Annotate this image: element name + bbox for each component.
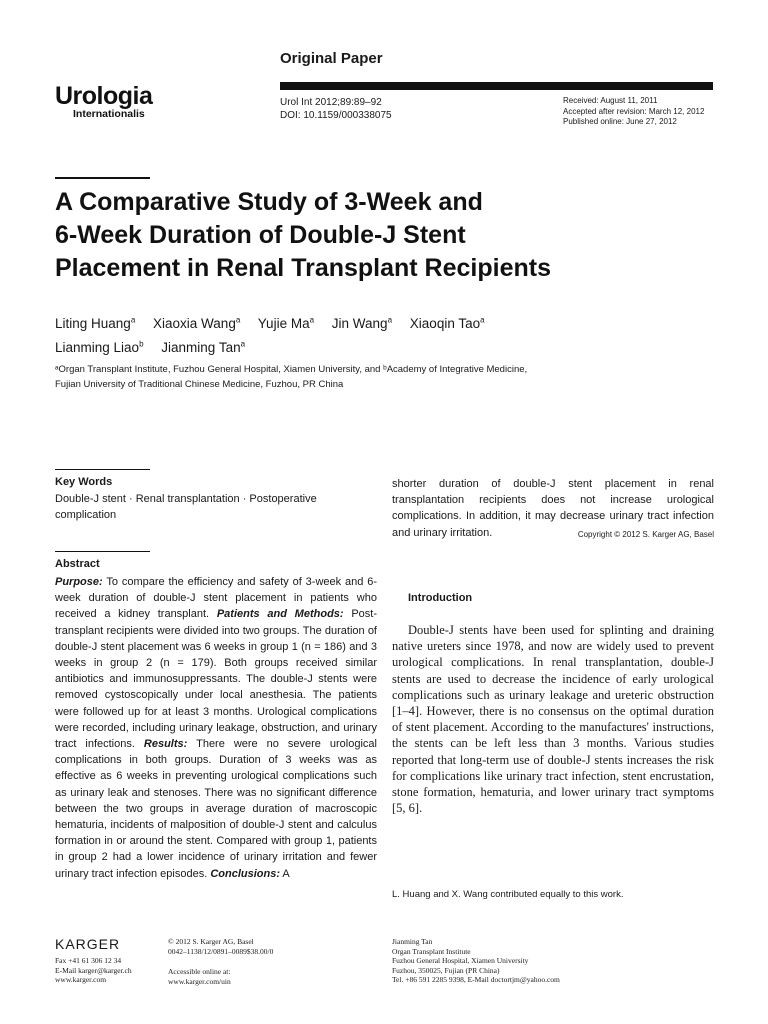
title-line: A Comparative Study of 3-Week and xyxy=(55,188,483,216)
journal-name: Urologia xyxy=(55,82,153,110)
publisher-logo: KARGER xyxy=(55,936,121,952)
online-url[interactable]: www.karger.com/uin xyxy=(168,976,231,986)
conclusions-text: A xyxy=(279,867,290,880)
keywords-text: Double-J stent · Renal transplantation · Postoperative complication xyxy=(55,493,317,521)
doi-line: DOI: 10.1159/000338075 xyxy=(280,110,392,121)
paper-title xyxy=(55,186,675,285)
header-bar xyxy=(280,82,713,90)
keywords-heading: Key Words xyxy=(55,476,113,488)
citation-line: Urol Int 2012;89:89–92 xyxy=(280,97,382,108)
conclusions-label: Conclusions: xyxy=(210,867,280,880)
author: Jin Wang$^a$ xyxy=(331,315,393,331)
copyright-line: © 2012 S. Karger AG, Basel xyxy=(168,937,254,946)
website-link[interactable]: www.karger.com xyxy=(55,975,107,984)
introduction-text: Double-J stents have been used for splinting and draining native ureters since 1978, and now are widely used to prevent urological complications. In renal transplantation, double-J stents are used to decrease the incidence of early urological complications such as urinary leakage and ureteric obstruction [1–4]. However, there is no consensus on the optimal duration of stent placement. According to the manufactures' instructions, the stents can be left less than 3 months. Various studies reported that long-term use of double-J stents increases the risk for complications like urinary tract infection, stent encrustation, stone formation, hematuria, and lower urinary tract symptoms [5, 6]. xyxy=(392,623,714,816)
abstract-continued-text: shorter duration of double-J stent placement in renal transplantation recipients does not increase urological complications. In addition, it may decrease urinary tract infection and urinary irritation. xyxy=(392,478,714,539)
corr-line: Fuzhou, 350025, Fujian (PR China) xyxy=(392,965,500,975)
publisher-contact xyxy=(55,956,132,985)
purpose-text: To compare the efficiency and safety of 3-week and 6-week duration of double-J stent placement in patients who received a kidney transplant. xyxy=(55,576,377,621)
issn-line: 0042–1138/12/0891–0089$38.00/0 xyxy=(168,946,274,956)
results-label: Results: xyxy=(143,738,188,751)
author: Jianming Tan$^a$ xyxy=(161,339,246,355)
paper-type: Original Paper xyxy=(280,50,383,67)
introduction-heading: Introduction xyxy=(408,592,473,604)
author: Xiaoxia Wang$^a$ xyxy=(153,315,241,331)
footnote: L. Huang and X. Wang contributed equally to this work. xyxy=(392,889,624,900)
purpose-label: Purpose: xyxy=(55,576,103,588)
keywords-rule xyxy=(55,469,150,470)
author: Xiaoqin Tao$^a$ xyxy=(409,315,485,331)
corr-line: Fuzhou General Hospital, Xiamen University xyxy=(392,956,529,965)
corr-line: Organ Transplant Institute xyxy=(392,946,471,956)
online-label: Accessible online at: xyxy=(168,967,231,976)
affiliations xyxy=(55,362,615,392)
author: Liting Huang$^a$ xyxy=(55,315,136,331)
accepted-date: Accepted after revision: March 12, 2012 xyxy=(563,106,705,116)
affiliation-line: Fujian University of Traditional Chinese Medicine, Fuzhou, PR China xyxy=(55,379,344,390)
abstract-rule xyxy=(55,551,150,552)
affiliation-line: ᵃOrgan Transplant Institute, Fuzhou General Hospital, Xiamen University, and ᵇAcademy of Integrative Medicine, xyxy=(55,364,528,375)
abstract-continued xyxy=(392,476,714,543)
online-access xyxy=(168,967,231,986)
dates xyxy=(563,96,704,128)
publication-info xyxy=(168,937,273,956)
copyright-notice: Copyright © 2012 S. Karger AG, Basel xyxy=(577,529,714,539)
citation xyxy=(280,96,392,122)
title-line: 6-Week Duration of Double-J Stent xyxy=(55,221,466,249)
author: Lianming Liao$^b$ xyxy=(55,339,144,355)
corr-line: Tel. +86 591 2285 9398, E-Mail doctortjm@yahoo.com xyxy=(392,975,560,984)
title-line: Placement in Renal Transplant Recipients xyxy=(55,254,551,282)
methods-label: Patients and Methods: xyxy=(216,608,344,621)
fax: Fax +41 61 306 12 34 xyxy=(55,956,122,965)
received-date: Received: August 11, 2011 xyxy=(563,96,658,105)
journal-logo xyxy=(55,82,152,120)
published-date: Published online: June 27, 2012 xyxy=(563,117,677,126)
author: Yujie Ma$^a$ xyxy=(257,315,315,331)
correspondence xyxy=(392,937,560,985)
methods-text: Post-transplant recipients were divided into two groups. The duration of double-J stent placement was 6 weeks in group 1 (n = 186) and 3 weeks in group 2 (n = 179). Both groups received similar antibiotics and immunosuppressants. The double-J stents were removed cystoscopically under local anesthesia. The patients were followed up for at least 3 months. Urological complications were recorded, including urinary leakage, obstruction, and urinary tract infections. xyxy=(55,608,377,751)
author-list xyxy=(55,309,655,358)
journal-subname: Internationalis xyxy=(73,108,145,120)
abstract-heading: Abstract xyxy=(55,558,100,570)
abstract-text xyxy=(55,574,377,882)
corr-name: Jianming Tan xyxy=(392,937,433,946)
title-divider xyxy=(55,177,150,179)
results-text: There were no severe urological complications in both groups. Duration of 3 weeks was as effective as 6 weeks in preventing urological complications such as urinary leak and stenoses. There was no significant difference between the two groups in average duration of macroscopic hematuria, incidents of malposition of double-J stent and calculus formation in or around the stent. Compared with group 1, patients in group 2 had a lower incidence of urinary irritation and fewer urinary tract infection episodes. xyxy=(55,738,377,880)
email: E-Mail karger@karger.ch xyxy=(55,965,132,975)
